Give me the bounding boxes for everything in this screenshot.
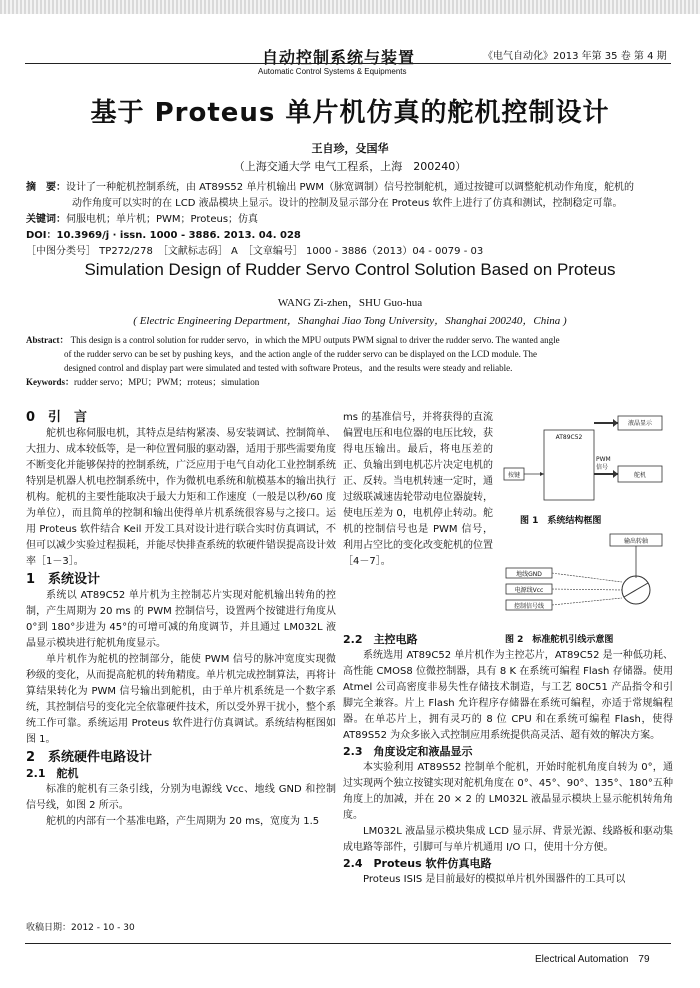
abstract-en-label: Abstract： [26, 335, 69, 345]
figure-2 [500, 530, 672, 630]
servo-paragraph-2: 舵机的内部有一个基准电路，产生周期为 20 ms，宽度为 1.5 [46, 816, 320, 827]
signal-label: 控制信号线 [513, 603, 544, 610]
page-footer: Electrical Automation 79 [535, 954, 650, 965]
key-block-label: 按键 [507, 472, 520, 479]
affiliation: （上海交通大学 电气工程系，上海 200240） [233, 160, 467, 173]
intro-paragraph: 舵机也称伺服电机，其特点是结构紧凑、易安装调试、控制简单、大扭力、成本较低等，是一种位置伺服的驱动器，适用于那些需要角度不断变化并能够保持的控制系统，广泛应用于电气自动化工业控制系统特别是机器人机电控制系统中，作为微机电系统和航模基本的输出执行机构。舵机的主要性能取决于最大力矩和工作速度（一般是以秒/60 度为单位），而且简单的控制和输出使得单片机系统很容易与之接口。运用 Proteus 软件结合 Keil 开发工具对设计进行联合实时仿真调试，不但可以减少实验过程损耗，并能尽快排查系统的软硬件错误提高设计效率［1－3］。 [26, 428, 336, 567]
system-design-paragraph-2: 单片机作为舵机的控制部分，能使 PWM 信号的脉冲宽度实现微秒级的变化，从而提高舵机的转角精度。单片机完成控制算法，再将计算结果转化为 PWM 信号输出到舵机，由于单片机系统是一个数字系统，其控制信号的变化完全依靠硬件技术，所以受外界干扰小，整个系统工作可靠。系统运用 Proteus 软件进行仿真调试。系统结构框图如图 1。 [26, 654, 336, 745]
section-1-title: 1 系统设计 [26, 572, 101, 587]
abstract-en-line-1: This design is a control solution for rudder servo，in which the MPU outputs PWM signal to driver the rudder servo. The wanted angle [70, 335, 560, 345]
abstract-en-line-2: of the rudder servo can be set by pushing keys，and the action angle of the rudder servo can be displayed on the LCD module. The [64, 349, 537, 359]
paper-title: 基于 Proteus 单片机仿真的舵机控制设计 [90, 98, 610, 128]
gnd-label: 地线GND [516, 571, 542, 578]
received-date: 收稿日期：2012 - 10 - 30 [26, 923, 135, 933]
section-title: 自动控制系统与装置 [262, 48, 416, 67]
classification: ［中图分类号］ TP272/278 ［文献标志码］ A ［文章编号］ 1000 - 3886（2013）04 - 0079 - 03 [26, 246, 484, 257]
abstract-cn [26, 180, 676, 260]
affiliation-en: ( Electric Engineering Department，Shanghai Jiao Tong University，Shanghai 200240，China ) [133, 315, 567, 327]
section-2-2-title: 2.2 主控电路 [343, 633, 418, 646]
abstract-en-line-3: designed control and display part were simulated and tested with software Proteus，and the results were steady and reliable. [64, 363, 513, 373]
abstract-line-1: 设计了一种舵机控制系统，由 AT89S52 单片机输出 PWM（脉宽调制）信号控制舵机，通过按键可以调整舵机动作角度，舵机的 [66, 182, 635, 193]
lcd-block-label: 液晶显示 [627, 420, 652, 427]
top-scan-bar [0, 0, 700, 14]
reference-signal-paragraph: ms 的基准信号，并将获得的直流偏置电压和电位器的电压比较，获得电压输出。最后，将电压差的正、负输出到电机芯片决定电机的正、反转。当电机转速一定时，通过级联减速齿轮带动电位器旋转，使电压差为 0，电机停止转动。舵机的控制信号也是 PWM 信号，利用占空比的变化改变舵机的位置［4－7］。 [343, 412, 493, 567]
keywords-en: rudder servo；MPU；PWM；rroteus；simulation [74, 377, 260, 387]
servo-block-label: 舵机 [633, 472, 646, 479]
vcc-label: 电源线Vcc [514, 587, 544, 594]
authors-en: WANG Zi-zhen，SHU Guo-hua [277, 297, 423, 309]
right-column-top [343, 410, 493, 570]
section-2-3-title: 2.3 角度设定和液晶显示 [343, 745, 473, 758]
footer-rule [25, 943, 671, 944]
angle-paragraph-2: LM032L 液晶显示模块集成 LCD 显示屏、背景光源、线路板和驱动集成电路等部件，引脚可与单片机通用 I/O 口，使用十分方便。 [343, 826, 673, 853]
proteus-paragraph: Proteus ISIS 是目前最好的模拟单片机外围器件的工具可以 [363, 874, 626, 885]
abstract-line-2: 动作角度可以实时的在 LCD 液晶模块上显示。设计的控制及显示部分在 Proteus 软件上进行了仿真和测试，控制稳定可靠。 [72, 198, 623, 209]
shaft-label: 输出转轴 [623, 538, 648, 545]
left-column [26, 410, 336, 830]
pwm-label: PWM 信号 [596, 456, 611, 471]
section-2-title: 2 系统硬件电路设计 [26, 750, 153, 765]
figure-1-caption: 图 1 系统结构框图 [520, 516, 602, 526]
servo-wiring-diagram [500, 530, 672, 630]
figure-2-caption: 图 2 标准舵机引线示意图 [505, 635, 614, 645]
abstract-label: 摘 要： [26, 182, 66, 193]
mcu-paragraph: 系统选用 AT89C52 单片机作为主控芯片，AT89C52 是一种低功耗、高性能 CMOS8 位微控制器，具有 8 K 在系统可编程 Flash 存储器。使用 Atmel 公司高密度非易失性存储技术制造，与工艺 80C51 产品指令和引脚完全兼容。片上 Flash 允许程序存储器在系统可编程，亦适于常规编程器。在单芯片上，拥有灵巧的 8 位 CPU 和在系统可编程 Flash，使得 AT89S52 为众多嵌入式控制应用系统提供高灵活、超有效的解决方案。 [343, 650, 673, 741]
keywords: 伺服电机；单片机；PWM；Proteus；仿真 [66, 214, 259, 225]
journal-issue: 《电气自动化》2013 年第 35 卷 第 4 期 [483, 51, 667, 62]
mcu-block-label: AT89C52 [555, 434, 583, 441]
section-2-4-title: 2.4 Proteus 软件仿真电路 [343, 857, 492, 870]
doi: DOI：10.3969/j · issn. 1000 - 3886. 2013. 04. 028 [26, 230, 301, 241]
angle-paragraph-1: 本实验利用 AT89S52 控制单个舵机，开始时舵机角度自转为 0°，通过实现两个独立按键实现对舵机角度在 0°、45°、90°、135°、180°五种角度上的加减，并在 20 × 2 的 LM032L 液晶显示模块上显示舵机转角角度。 [343, 762, 673, 821]
authors: 王自珍，殳国华 [311, 142, 389, 155]
servo-paragraph-1: 标准的舵机有三条引线，分别为电源线 Vcc、地线 GND 和控制信号线，如图 2 所示。 [26, 784, 336, 811]
keywords-label: 关键词： [26, 214, 66, 225]
section-2-1-title: 2.1 舵机 [26, 767, 79, 780]
section-0-title: 0 引 言 [26, 410, 88, 425]
header-rule [25, 63, 671, 64]
abstract-en [26, 333, 672, 389]
section-title-en: Automatic Control Systems & Equipments [258, 67, 407, 76]
paper-title-en: Simulation Design of Rudder Servo Control Solution Based on Proteus [84, 260, 616, 279]
keywords-en-label: Keywords： [26, 377, 74, 387]
system-design-paragraph-1: 系统以 AT89C52 单片机为主控制芯片实现对舵机输出转角的控制，产生周期为 20 ms 的 PWM 控制信号，设置两个按键进行角度从 0°到 180°步进为 45°的可增可减的角度调节，并且通过 LM032L 液晶显示模块进行舵机角度显示。 [26, 590, 336, 649]
figure-1 [500, 410, 672, 510]
right-column-bottom [343, 632, 673, 888]
